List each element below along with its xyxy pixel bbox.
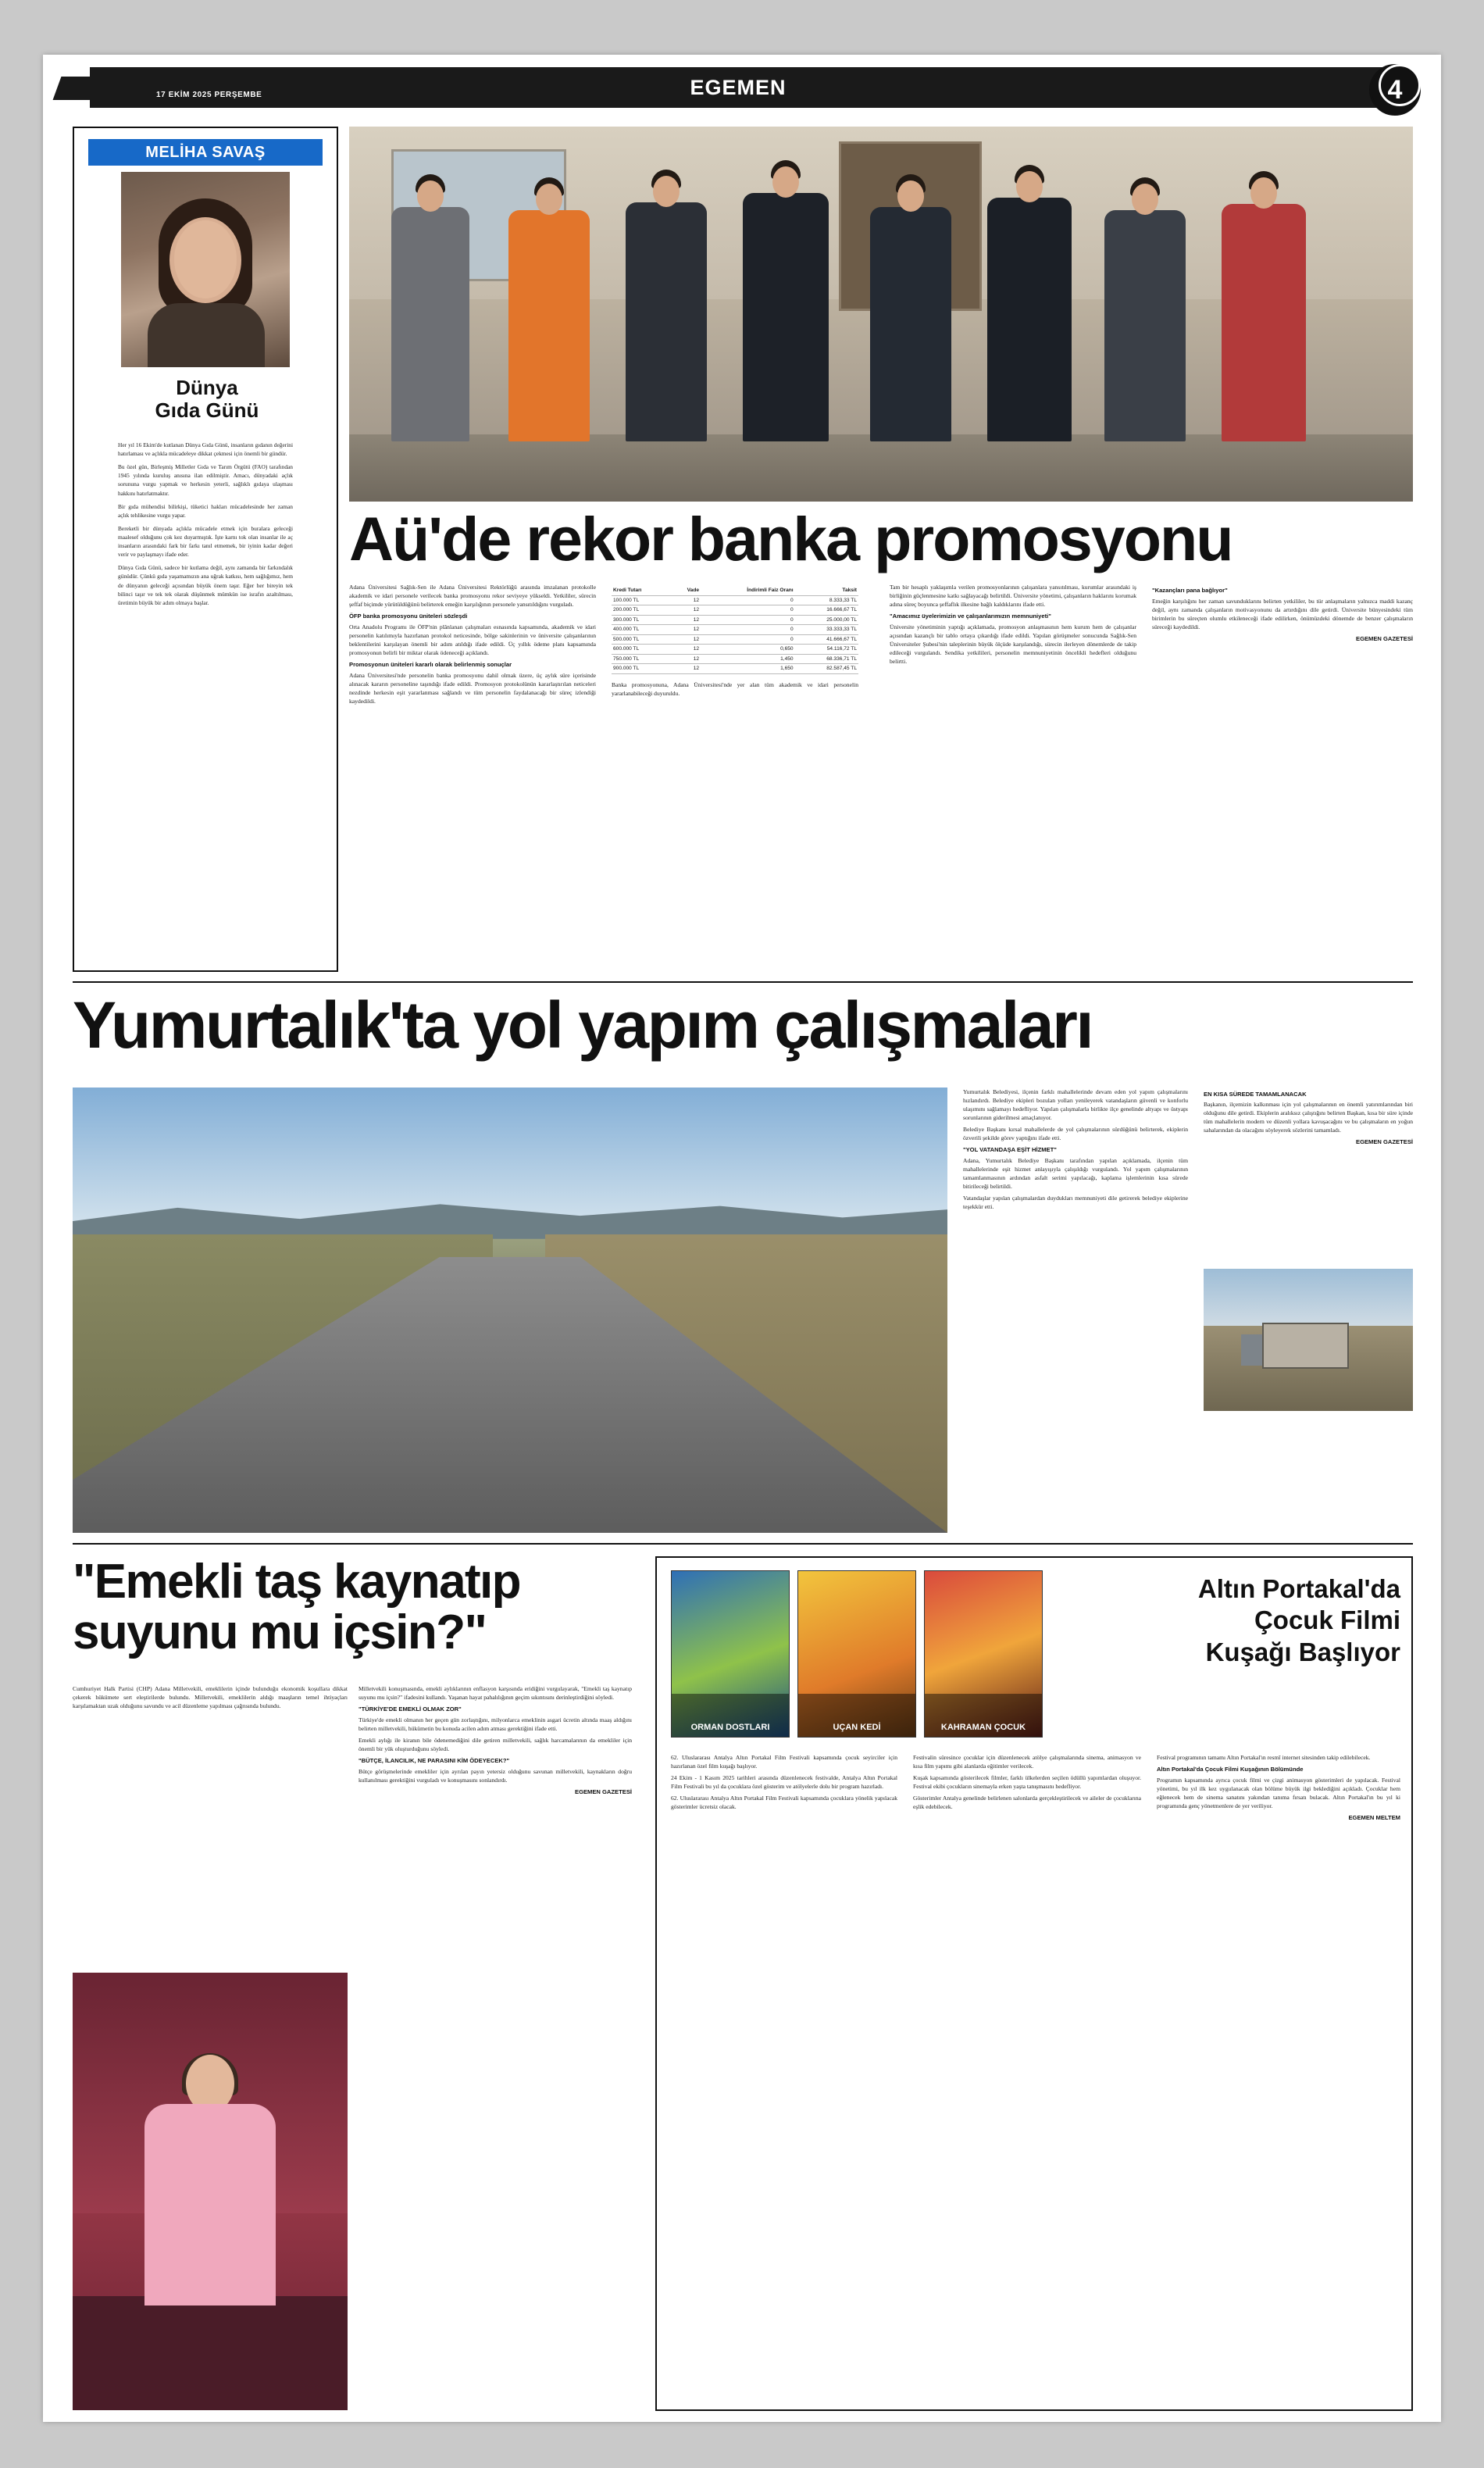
road-side-text (1204, 1100, 1413, 1146)
columnist-para: Dünya Gıda Günü, sadece bir kutlama değil, aynı zamanda bir farkındalık günüdür. Çünkü gıda yaşamamızın ana uğrak katkısı, hem sağlığımız, hem de dünyanın geleceği açısından büyük önem taşır. Eğer her bireyin tek bilinci taşır ve tek tek olarak düşünmek mümkün ise israfın azaltılması, üretimin büyük bir adım olmaya başlar. (118, 564, 293, 606)
cell: 0 (701, 605, 795, 616)
road-side-heading: EN KISA SÜREDE TAMAMLANACAK (1204, 1091, 1307, 1098)
divider-2 (73, 1543, 1413, 1545)
th-0: Kredi Tutarı (612, 586, 672, 595)
page-sheet (43, 55, 1441, 2422)
cell: 100.000 TL (612, 595, 672, 605)
quote-subheading-1: "TÜRKİYE'DE EMEKLİ OLMAK ZOR" (359, 1705, 462, 1713)
table-row (612, 625, 858, 635)
cell: 12 (672, 625, 701, 635)
cell: 1,450 (701, 654, 795, 664)
columnist-para: Bu özel gün, Birleşmiş Milletler Gıda ve Tarım Örgütü (FAO) tarafından 1945 yılında kuruluş anısına ilan edilmiştir. Amacı, dünyadaki açlık sorununa vurgu yapmak ve herkesin yeterli, sağlıklı gıdaya ulaşması hakkını hatırlatmaktır. (118, 463, 293, 497)
lead-subheading-2: Promosyonun üniteleri kararlı olarak belirlenmiş sonuçlar (349, 661, 512, 668)
festival-headline (1057, 1573, 1400, 1668)
table-row (612, 664, 858, 674)
cell: 900.000 TL (612, 664, 672, 674)
cell: 12 (672, 664, 701, 674)
cell: 200.000 TL (612, 605, 672, 616)
cell: 400.000 TL (612, 625, 672, 635)
quote-photo (73, 1973, 348, 2410)
lead-subheading-1: ÖFP banka promosyonu üniteleri sözleşdi (349, 613, 468, 620)
quote-para: Milletvekili konuşmasında, emekli aylıklarının enflasyon karşısında eridiğini vurgulayarak, "Emekli taş kaynatıp suyunu mu içsin?" ifadesini kullandı. Yaşanan hayat pahalılığının geçim sıkıntısını derinleştirdiğini söyledi. (359, 1685, 632, 1701)
festival-para: 24 Ekim - 1 Kasım 2025 tarihleri arasında düzenlenecek festivalde, Antalya Altın Portakal Film Festivali bu yıl da çocuklara özel gösterim ve atölyelerle dolu bir program hazırladı. (671, 1774, 897, 1790)
quote-para: Bütçe görüşmelerinde emekliler için ayrılan payın yetersiz olduğunu savunan milletvekili, kaynakların doğru kullanılması gerektiğini vurguladı ve konuşmasını sonlandırdı. (359, 1768, 632, 1784)
cell: 68.336,71 TL (795, 654, 858, 664)
divider-1 (73, 981, 1413, 983)
quote-headline-line1: "Emekli taş kaynatıp (73, 1555, 520, 1609)
cell: 12 (672, 595, 701, 605)
page-number-badge: 4 (1369, 64, 1421, 116)
truck-photo (1204, 1269, 1413, 1411)
poster-1 (671, 1570, 790, 1738)
quote-col-2 (359, 1684, 632, 2411)
columnist-box (73, 127, 338, 972)
festival-col-3 (1157, 1753, 1400, 2400)
table-row (612, 645, 858, 655)
road-subheading: "YOL VATANDAŞA EŞİT HİZMET" (963, 1146, 1057, 1153)
lead-para: Üniversite yönetiminin yaptığı açıklamada, promosyon anlaşmasının hem kurum hem de çalışanlar açısından kazançlı bir tablo ortaya çıkardığı ifade edildi. Yapılan görüşmeler sonucunda Sağlık-Sen Üniversiteler Şubesi'nin taleplerinin büyük ölçüde karşılandığı, sürecin ilerleyen dönemlerde de takip edileceği vurgulandı. Sendika yetkilileri, personelin memnuniyetinin öncelikli hedefleri olduğunu belirtti. (890, 623, 1136, 665)
cell: 12 (672, 634, 701, 645)
quote-para: Cumhuriyet Halk Partisi (CHP) Adana Milletvekili, emeklilerin içinde bulunduğu ekonomik koşullara dikkat çekerek hükümete sert eleştirilerde bulundu. Milletvekili, emeklilerin aldığı maaşların temel ihtiyaçları karşılamaktan uzak olduğunu savundu ve acil düzenleme yapılması çağrısında bulundu. (73, 1685, 348, 1709)
cell: 8.333,33 TL (795, 595, 858, 605)
cell: 41.666,67 TL (795, 634, 858, 645)
lead-col-1 (349, 583, 596, 973)
table-row (612, 654, 858, 664)
lead-col-4 (1152, 583, 1413, 973)
cell: 0 (701, 595, 795, 605)
table-row (612, 595, 858, 605)
lead-subheading-3: "Amacımız üyelerimizin ve çalışanlarımızın memnuniyeti" (890, 613, 1051, 620)
road-photo (73, 1088, 947, 1533)
columnist-para: Bir gıda mühendisi bilirkişi, tüketici hakları mücadelesinde her zaman açlık tehlikesine vurgu yapar. (118, 502, 293, 519)
festival-posters (671, 1570, 1046, 1736)
festival-col-1 (671, 1753, 897, 2400)
lead-col-3 (890, 583, 1136, 973)
festival-para: Festival programının tamamı Altın Portakal'ın resmî internet sitesinden takip edilebilecek. (1157, 1754, 1371, 1761)
cell: 1,650 (701, 664, 795, 674)
table-row (612, 605, 858, 616)
lead-headline: Aü'de rekor banka promosyonu (349, 504, 1233, 573)
poster-1-title: ORMAN DOSTLARI (690, 1723, 770, 1732)
road-para: Belediye Başkanı kırsal mahallelerde de yol çalışmalarının sürdüğünü belirterek, ekiplerin özverili şekilde görev yaptığını ifade etti. (963, 1126, 1188, 1141)
cell: 16.666,67 TL (795, 605, 858, 616)
quote-headline (73, 1556, 632, 1666)
cell: 0,650 (701, 645, 795, 655)
festival-byline: EGEMEN MELTEM (1348, 1814, 1400, 1821)
cell: 750.000 TL (612, 654, 672, 664)
cell: 12 (672, 654, 701, 664)
masthead-title: EGEMEN (690, 76, 787, 99)
festival-headline-line3: Kuşağı Başlıyor (1205, 1637, 1400, 1666)
cell: 54.116,72 TL (795, 645, 858, 655)
quote-col-1 (73, 1684, 348, 1966)
th-1: Vade (672, 586, 701, 595)
columnist-text (118, 441, 293, 956)
columnist-title-line2: Gıda Günü (155, 398, 259, 423)
poster-3-title: KAHRAMAN ÇOCUK (940, 1723, 1026, 1732)
cell: 33.333,33 TL (795, 625, 858, 635)
lead-article-columns (349, 583, 1413, 973)
road-para: Vatandaşlar yapılan çalışmalardan duydukları memnuniyeti dile getirerek belediye ekiplerine teşekkür etti. (963, 1195, 1188, 1210)
lead-para: Tam bir hesaplı yaklaşımla verilen promosyonlarının çalışanlara yansıtılması, kurumlar arasındaki iş birliğinin güçlenmesine katkı sağlayacağı belirtildi. Üniversite yönetimi, çalışanların haklarını korumak adına süreç boyunca şeffaflık ilkesine bağlı kaldıklarını ifade etti. (890, 584, 1136, 608)
columnist-para: Her yıl 16 Ekim'de kutlanan Dünya Gıda Günü, insanların gıdanın değerini hatırlaması ve açlıkla mücadeleye dikkat çekmesi için önemli bir gündür. (118, 441, 293, 458)
cell: 12 (672, 615, 701, 625)
cell: 12 (672, 645, 701, 655)
quote-byline: EGEMEN GAZETESİ (575, 1788, 632, 1795)
festival-para: Gösterimler Antalya genelinde belirlenen salonlarda gerçekleştirilecek ve aileler de çocuklarına eşlik edebilecek. (913, 1795, 1141, 1810)
lead-col-2 (612, 583, 858, 973)
poster-3 (924, 1570, 1043, 1738)
poster-2-title: UÇAN KEDİ (833, 1723, 881, 1732)
cell: 600.000 TL (612, 645, 672, 655)
road-para: Yumurtalık Belediyesi, ilçenin farklı mahallelerinde devam eden yol yapım çalışmalarını hızlandırdı. Belediye ekipleri bozulan yolları yenileyerek vatandaşların güvenli ve konforlu ulaşımını sağlamayı hedefliyor. Yapılan çalışmalarla birlikte ilçe genelinde altyapı ve üstyapı sorunlarının giderilmesi amaçlanıyor. (963, 1088, 1188, 1121)
promotion-table (612, 586, 858, 674)
festival-headline-line1: Altın Portakal'da (1197, 1574, 1400, 1603)
table-footnote: Banka promosyonuna, Adana Üniversitesi'nde yer alan tüm akademik ve idari personelin yararlanabileceği duyuruldu. (612, 680, 858, 697)
road-side-column (1204, 1088, 1413, 1533)
th-2: İndirimli Faiz Oranı (701, 586, 795, 595)
quote-headline-line2: suyunu mu içsin?" (73, 1605, 487, 1660)
masthead (43, 55, 1441, 116)
columnist-article-title (84, 377, 330, 422)
lead-para: Emeğin karşılığını her zaman savunduklarını belirten yetkililer, bu tür anlaşmaların yalnızca maddi kazanç değil, aynı zamanda çalışanların motivasyonunu da artırdığını dile getirdi. Üniversite bünyesindeki tüm birimlerin bu süreçten olumlu etkileneceği ifade edilirken, önümüzdeki dönemde de benzer çalışmaların süreceği kaydedildi. (1152, 598, 1413, 630)
table-row (612, 634, 858, 645)
masthead-date: 17 EKİM 2025 PERŞEMBE (156, 91, 262, 99)
poster-2 (797, 1570, 916, 1738)
festival-para: Festivalin süresince çocuklar için düzenlenecek atölye çalışmalarında sinema, animasyon ve kısa film yapımı gibi alanlarda eğitimler verilecek. (913, 1754, 1141, 1770)
lead-subheading-4: "Kazançları pana bağlıyor" (1152, 587, 1228, 594)
cell: 0 (701, 615, 795, 625)
festival-para: 62. Uluslararası Antalya Altın Portakal Film Festivali kapsamında çocuk seyirciler için hazırlanan özel film kuşağı başlıyor. (671, 1754, 897, 1770)
road-article-column (963, 1088, 1188, 1533)
festival-box (655, 1556, 1413, 2411)
lead-byline: EGEMEN GAZETESİ (1356, 635, 1413, 642)
lead-para: Adana Üniversitesi'nde personelin banka promosyonu dahil olmak üzere, üç aylık süre içerisinde alınacak kararın personeline taşındığı ifade edildi. Promosyon protokolünün kararlaştırılan neticeleri nezdinde herkesin eşit yararlanması sağlandı ve tüm personelin faydalanacağı bir süreç izlendiği kaydedildi. (349, 672, 596, 705)
quote-para: Türkiye'de emekli olmanın her geçen gün zorlaştığını, milyonlarca emeklinin asgari ücretin altında maaş aldığını belirten milletvekili, hükümetin bu konuda acilen adım atması gerektiğini ifade etti. (359, 1716, 632, 1732)
lead-para: Adana Üniversitesi Sağlık-Sen ile Adana Üniversitesi Rektörlüğü arasında imzalanan protokolle akademik ve idari personele verilecek banka promosyonu rekor seviyeye yükseldi. Yetkililer, sürecin şeffaf biçimde yürütüldüğünü belirterek emeğin karşılığının personele yansıtıldığını vurguladı. (349, 584, 596, 608)
cell: 25.000,00 TL (795, 615, 858, 625)
lead-photo (349, 127, 1413, 502)
road-side-byline: EGEMEN GAZETESİ (1356, 1138, 1413, 1145)
table-row (612, 615, 858, 625)
masthead-bar (90, 67, 1386, 108)
road-side-para: Başkanın, ilçemizin kalkınması için yol çalışmalarının en önemli yatırımlarından biri olduğunu dile getirdi. Ekiplerin aralıksız çalıştığını belirten Başkan, kısa bir süre içinde tüm mahallelerin modern ve düzenli yollara kavuşacağını ve bu çalışmaların en yoğun sahalarından da olacağını söyleyerek sözlerini tamamladı. (1204, 1101, 1413, 1134)
cell: 500.000 TL (612, 634, 672, 645)
columnist-para: Bereketli bir dünyada açlıkla mücadele etmek için buralara geleceği maalesef olduğunu çok kez duyarmıştık. İşte karnı tok olan insanlar ile aç insanların arasındaki fark bir farkı tanıl etmemek, bir iyinin kadar değeri verir ve paylaşmayı ifade eder. (118, 524, 293, 559)
quote-subheading-2: "BÜTÇE, İLANCILIK, NE PARASINI KİM ÖDEYECEK?" (359, 1757, 510, 1764)
festival-para: Kuşak kapsamında gösterilecek filmler, farklı ülkelerden seçilen ödüllü yapımlardan oluşuyor. Festival ekibi çocukların sinemayla erken yaşta tanışmasını hedefliyor. (913, 1774, 1141, 1790)
quote-para: Emekli aylığı ile kiranın bile ödenemediğini dile getiren milletvekili, sağlık harcamalarının da emekliler için önemli bir yük oluşturduğunu söyledi. (359, 1737, 632, 1752)
columnist-title-line1: Dünya (176, 376, 238, 399)
festival-col-2 (913, 1753, 1141, 2400)
th-3: Taksit (795, 586, 858, 595)
cell: 300.000 TL (612, 615, 672, 625)
festival-para: 62. Uluslararası Antalya Altın Portakal Film Festivali kapsamında çocuklara yönelik yapılacak gösterimler ücretsiz olacak. (671, 1795, 897, 1810)
columnist-photo (121, 172, 290, 367)
cell: 12 (672, 605, 701, 616)
lead-para: Orta Anadolu Programı ile ÖFP'nin plânlanan çalışmaları esnasında kapsamında, akademik ve idari personelin katılımıyla hazırlanan protokol neticesinde, bölge sakinlerinin ve üniversite çalışanlarının beklentilerini karşılayan önemli bir adım atıldığı ifade edildi. Üç yıllık ödeme planı kapsamında promosyonun belirli bir miktar olarak ödeneceği açıklandı. (349, 623, 596, 656)
road-headline: Yumurtalık'ta yol yapım çalışmaları (73, 988, 1093, 1062)
festival-headline-line2: Çocuk Filmi (1254, 1605, 1400, 1635)
cell: 0 (701, 625, 795, 635)
festival-subheading: Altın Portakal'da Çocuk Filmi Kuşağının Bölümünde (1157, 1766, 1304, 1773)
cell: 0 (701, 634, 795, 645)
columnist-nameplate: MELİHA SAVAŞ (88, 139, 323, 166)
road-para: Adana, Yumurtalık Belediye Başkanı tarafından yapılan açıklamada, ilçenin tüm mahallelerinde eşit hizmet anlayışıyla çalışıldığı vurgulandı. Yol yapım çalışmalarının tamamlanmasının ardından asfalt serimi yapılacağı, kaplama işlemlerinin kısa sürede bitirileceği belirtildi. (963, 1157, 1188, 1190)
festival-para: Programın kapsamında ayrıca çocuk filmi ve çizgi animasyon gösterimleri de yapılacak. Festival yönetimi, bu yıl ilk kez uygulanacak olan bölüme büyük ilgi beklediğini açıkladı. Çocuklar hem eğlenecek hem de sinema sanatını yakından tanıma fırsatı bulacak. Altın Portakal'ın bu yıl ki programında genç yönetmenlere de yer veriliyor. (1157, 1777, 1400, 1809)
cell: 82.587,45 TL (795, 664, 858, 674)
